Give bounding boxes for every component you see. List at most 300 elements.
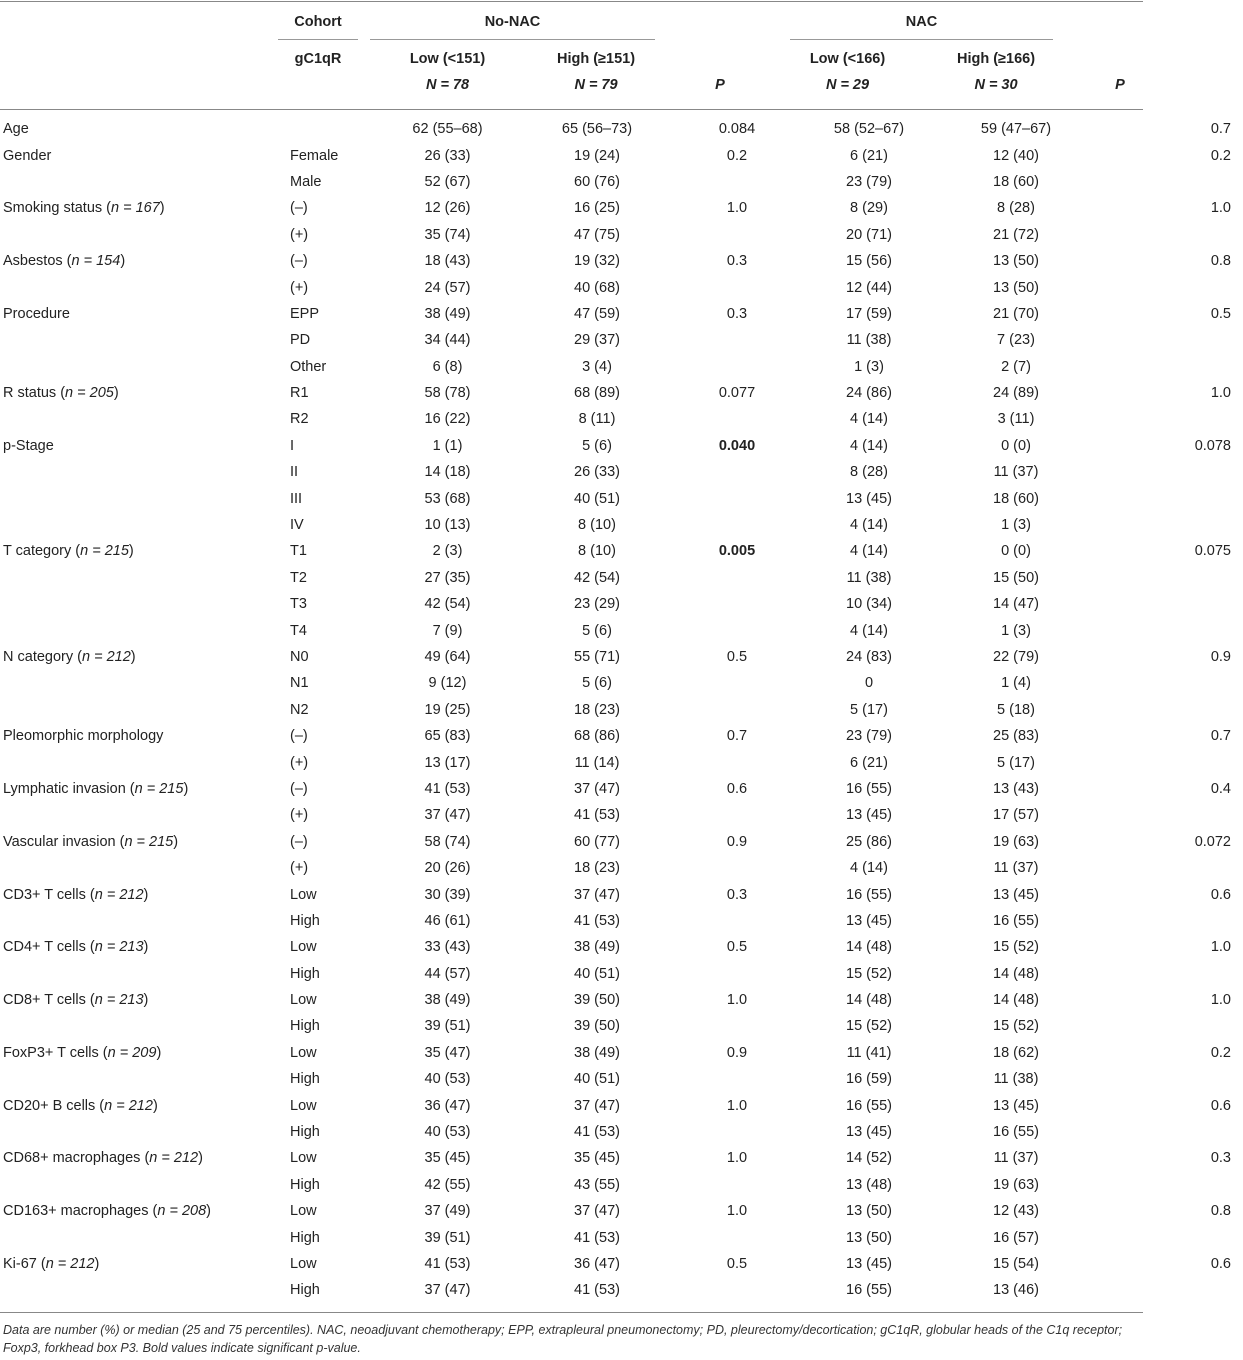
variable-label: Gender [3, 147, 52, 164]
nac-p-cell [1091, 670, 1243, 696]
no-nac-high-cell: 8 (10) [578, 543, 616, 560]
no-nac-high-cell: 40 (68) [574, 279, 620, 296]
no-nac-low-cell: 41 (53) [424, 1255, 471, 1272]
nac-p-cell [1091, 459, 1243, 485]
no-nac-low-cell: 10 (13) [424, 517, 471, 534]
variable-cell [0, 749, 278, 775]
nac-high-cell: 2 (7) [1001, 358, 1031, 375]
category-cell: (–) [290, 253, 308, 270]
table-row [0, 1198, 1243, 1224]
variable-label: Asbestos [3, 253, 63, 270]
no-nac-p-cell [677, 459, 797, 485]
nac-low-header: Low (<166) [809, 51, 886, 67]
variable-cell: CD20+ B cells (n = 212) [3, 1097, 158, 1114]
no-nac-high-cell: 40 (51) [574, 1071, 620, 1088]
table-row [0, 380, 1243, 406]
nac-high-cell: 1 (4) [1001, 675, 1031, 692]
nac-low-cell: 16 (59) [846, 1071, 892, 1088]
category-cell: N1 [290, 675, 309, 692]
no-nac-p-cell [677, 749, 797, 775]
group-header-no-nac: No-NAC [484, 14, 541, 30]
nac-high-cell: 25 (83) [993, 728, 1039, 745]
nac-low-cell: 6 (21) [850, 147, 888, 164]
no-nac-low-cell: 58 (78) [424, 385, 471, 402]
category-cell: (–) [290, 780, 308, 797]
nac-p-cell [1091, 591, 1243, 617]
no-nac-high-cell: 5 (6) [582, 675, 612, 692]
nac-high-cell: 14 (48) [993, 965, 1039, 982]
nac-p-cell: 0.6 [1210, 1097, 1231, 1114]
no-nac-high-cell: 18 (23) [574, 701, 620, 718]
category-cell: (+) [290, 860, 309, 877]
nac-low-cell: 4 (14) [850, 411, 888, 428]
no-nac-high-cell: 65 (56–73) [561, 121, 633, 138]
no-nac-low-cell: 62 (55–68) [412, 121, 483, 138]
nac-high-cell: 1 (3) [1001, 517, 1031, 534]
p-header-no-nac: P [715, 77, 725, 93]
variable-label: Age [3, 121, 29, 138]
no-nac-p-cell [677, 670, 797, 696]
variable-n: n = 212 [94, 886, 144, 903]
nac-high-cell: 11 (37) [993, 860, 1039, 877]
variable-cell [0, 222, 278, 248]
no-nac-high-cell: 36 (47) [574, 1255, 620, 1272]
nac-low-cell: 8 (29) [850, 200, 888, 217]
no-nac-p-cell [677, 1013, 797, 1039]
variable-cell [0, 1224, 278, 1250]
nac-p-cell: 1.0 [1210, 939, 1231, 956]
table-row [0, 802, 1243, 828]
no-nac-high-cell: 60 (77) [574, 833, 620, 850]
nac-low-cell: 24 (83) [846, 649, 892, 665]
no-nac-low-cell: 35 (47) [424, 1044, 471, 1061]
nac-low-cell: 16 (55) [846, 780, 892, 797]
nac-high-cell: 22 (79) [993, 649, 1039, 665]
no-nac-low-cell: 14 (18) [424, 464, 471, 481]
variable-cell [0, 116, 278, 142]
nac-high-cell: 16 (57) [993, 1229, 1039, 1246]
no-nac-low-cell: 36 (47) [424, 1097, 471, 1114]
nac-high-cell: 18 (60) [993, 173, 1039, 190]
variable-n: n = 215 [124, 833, 174, 850]
no-nac-high-cell: 38 (49) [574, 1044, 620, 1061]
category-cell: Low [290, 1044, 317, 1061]
variable-cell: FoxP3+ T cells (n = 209) [3, 1044, 162, 1061]
table-row [0, 697, 1243, 723]
variable-cell [0, 908, 278, 934]
nac-low-cell: 10 (34) [846, 596, 892, 613]
table-row [0, 1145, 1243, 1171]
no-nac-high-cell: 42 (54) [574, 569, 620, 586]
category-cell: EPP [290, 305, 320, 322]
nac-p-cell: 0.8 [1210, 253, 1231, 270]
no-nac-p-cell [677, 908, 797, 934]
no-nac-high-cell: 60 (76) [574, 173, 620, 190]
nac-high-header: High (≥166) [956, 51, 1036, 67]
nac-low-cell: 14 (48) [846, 939, 892, 956]
nac-low-cell: 4 (14) [850, 517, 888, 534]
nac-low-cell: 23 (79) [846, 728, 892, 745]
no-nac-high-cell: 41 (53) [574, 1124, 620, 1141]
variable-cell: N category (n = 212) [3, 649, 136, 665]
variable-n: n = 209 [107, 1044, 157, 1061]
no-nac-low-cell: 33 (43) [424, 939, 471, 956]
nac-p-cell [1091, 169, 1243, 195]
variable-cell: T category (n = 215) [3, 543, 134, 560]
no-nac-low-cell: 38 (49) [424, 305, 471, 322]
nac-p-cell: 0.072 [1194, 833, 1231, 850]
table-row [0, 1277, 1243, 1303]
nac-high-cell: 13 (45) [993, 886, 1039, 903]
no-nac-high-cell: 23 (29) [574, 596, 620, 613]
nac-p-cell: 0.6 [1210, 886, 1231, 903]
no-nac-high-cell: 37 (47) [574, 886, 620, 903]
variable-cell [0, 591, 278, 617]
nac-high-cell: 17 (57) [993, 807, 1039, 824]
category-cell: Low [290, 992, 317, 1009]
variable-cell [0, 274, 278, 300]
no-nac-low-cell: 37 (47) [424, 807, 471, 824]
table-row [0, 248, 1243, 274]
variable-label: Ki-67 [3, 1255, 37, 1272]
nac-p-cell: 0.075 [1194, 543, 1231, 560]
category-cell [278, 116, 378, 142]
table-row [0, 406, 1243, 432]
variable-n: n = 212 [81, 649, 131, 665]
no-nac-low-cell: 1 (1) [432, 437, 463, 454]
no-nac-low-cell: 44 (57) [424, 965, 471, 982]
no-nac-p-cell [677, 169, 797, 195]
no-nac-low-cell: 26 (33) [424, 147, 471, 164]
no-nac-p-cell: 0.040 [718, 437, 756, 454]
variable-cell [0, 1066, 278, 1092]
variable-label: Vascular invasion [3, 833, 116, 850]
variable-label: R status [3, 385, 57, 402]
nac-high-cell: 0 (0) [1001, 437, 1031, 454]
nac-low-cell: 8 (28) [850, 464, 888, 481]
no-nac-high-cell: 43 (55) [574, 1176, 620, 1193]
nac-p-cell [1091, 802, 1243, 828]
nac-low-cell: 13 (48) [846, 1176, 892, 1193]
table-row [0, 354, 1243, 380]
no-nac-low-cell: 12 (26) [424, 200, 471, 217]
variable-cell [0, 565, 278, 591]
variable-cell [0, 670, 278, 696]
nac-p-cell [1091, 1224, 1243, 1250]
category-cell: Low [290, 939, 317, 956]
nac-low-cell: 13 (50) [846, 1229, 892, 1246]
no-nac-high-cell: 3 (4) [582, 358, 612, 375]
no-nac-low-cell: 58 (74) [424, 833, 471, 850]
variable-label: Lymphatic invasion [3, 780, 126, 797]
variable-cell [0, 406, 278, 432]
no-nac-p-cell [677, 222, 797, 248]
no-nac-p-cell [677, 591, 797, 617]
variable-cell: CD8+ T cells (n = 213) [3, 992, 149, 1009]
no-nac-high-cell: 37 (47) [574, 1203, 620, 1220]
category-cell: II [290, 464, 299, 481]
nac-low-cell: 4 (14) [850, 543, 888, 560]
nac-low-cell: 15 (52) [846, 965, 892, 982]
nac-low-cell: 13 (45) [846, 490, 892, 507]
nac-high-cell: 16 (55) [993, 912, 1039, 929]
nac-p-cell: 0.078 [1194, 437, 1231, 454]
no-nac-p-cell [677, 354, 797, 380]
nac-high-cell: 8 (28) [997, 200, 1035, 217]
variable-cell: R status (n = 205) [3, 385, 119, 402]
nac-p-cell [1091, 1066, 1243, 1092]
variable-cell [0, 961, 278, 987]
nac-low-cell: 13 (45) [846, 912, 892, 929]
variable-cell [0, 327, 278, 353]
nac-high-cell: 15 (50) [993, 569, 1039, 586]
table-row [0, 1066, 1243, 1092]
no-nac-low-cell: 35 (45) [424, 1150, 471, 1167]
nac-p-cell [1091, 749, 1243, 775]
group-header-nac: NAC [905, 14, 938, 30]
variable-cell [0, 512, 278, 538]
nac-low-cell: 0 [864, 675, 874, 692]
nac-p-cell [1091, 1277, 1243, 1303]
category-cell: R1 [290, 385, 309, 402]
nac-low-cell: 12 (44) [846, 279, 892, 296]
nac-p-cell: 0.4 [1210, 780, 1231, 797]
nac-p-cell: 1.0 [1210, 200, 1231, 217]
nac-low-cell: 13 (45) [846, 807, 892, 824]
no-nac-high-header: High (≥151) [556, 51, 636, 67]
no-nac-low-cell: 39 (51) [424, 1229, 471, 1246]
category-cell: (+) [290, 226, 309, 243]
category-cell: High [290, 965, 320, 982]
variable-cell: CD68+ macrophages (n = 212) [3, 1150, 203, 1167]
no-nac-p-cell [677, 855, 797, 881]
variable-cell [0, 301, 278, 327]
table-row [0, 274, 1243, 300]
table-row [0, 538, 1243, 564]
category-cell: (+) [290, 754, 309, 771]
variable-n: n = 212 [104, 1097, 153, 1114]
category-cell: T3 [290, 596, 307, 613]
table-row [0, 1251, 1243, 1277]
no-nac-high-cell: 26 (33) [574, 464, 620, 481]
no-nac-p-cell: 0.3 [726, 253, 748, 270]
bottom-rule [0, 1312, 1143, 1313]
table-row [0, 617, 1243, 643]
nac-p-cell [1091, 617, 1243, 643]
variable-cell: Asbestos (n = 154) [3, 253, 126, 270]
table-row [0, 1119, 1243, 1145]
category-cell: Low [290, 1203, 317, 1220]
variable-label: CD8+ T cells [3, 992, 86, 1009]
variable-cell: CD3+ T cells (n = 212) [3, 886, 149, 903]
nac-high-cell: 12 (43) [993, 1203, 1039, 1220]
table-row [0, 433, 1243, 459]
variable-n: n = 205 [65, 385, 114, 402]
variable-n: n = 215 [134, 780, 184, 797]
no-nac-p-cell: 0.9 [726, 1044, 748, 1061]
no-nac-low-cell: 9 (12) [428, 675, 467, 692]
category-cell: High [290, 1071, 320, 1088]
table-footnote: Data are number (%) or median (25 and 75 percentiles). NAC, neoadjuvant chemotherapy; EPP, extrapleural pneumonectomy; PD, pleurectomy/decortication; gC1qR, globular heads of the C1q receptor; Foxp3, forkhead box P3. Bold values indicate significant p-value. [3, 1323, 1123, 1355]
category-cell: Male [290, 173, 322, 190]
variable-cell: Lymphatic invasion (n = 215) [3, 780, 189, 797]
nac-high-cell: 24 (89) [993, 385, 1039, 402]
no-nac-high-cell: 5 (6) [582, 622, 612, 639]
variable-label: CD20+ B cells [3, 1097, 96, 1114]
no-nac-low-cell: 40 (53) [424, 1124, 471, 1141]
nac-p-cell [1091, 327, 1243, 353]
no-nac-low-cell: 46 (61) [424, 912, 471, 929]
nac-high-cell: 18 (62) [993, 1044, 1039, 1061]
no-nac-p-cell: 0.5 [726, 649, 748, 665]
variable-label: FoxP3+ T cells [3, 1044, 99, 1061]
category-cell: High [290, 912, 320, 929]
table-row [0, 485, 1243, 511]
no-nac-p-cell: 0.3 [726, 886, 748, 903]
category-cell: N0 [290, 649, 309, 665]
no-nac-high-cell: 40 (51) [574, 490, 620, 507]
category-cell: IV [290, 517, 304, 534]
nac-low-cell: 4 (14) [850, 437, 888, 454]
nac-p-cell [1091, 354, 1243, 380]
no-nac-low-cell: 16 (22) [424, 411, 471, 428]
variable-n: n = 215 [80, 543, 129, 560]
variable-n: n = 212 [45, 1255, 95, 1272]
no-nac-high-cell: 39 (50) [574, 1018, 620, 1035]
variable-label: CD68+ macrophages [3, 1150, 141, 1167]
table-row [0, 1092, 1243, 1118]
table-row [0, 723, 1243, 749]
nac-p-cell [1091, 1013, 1243, 1039]
nac-low-cell: 6 (21) [850, 754, 888, 771]
no-nac-low-cell: 52 (67) [424, 173, 471, 190]
nac-p-cell [1091, 1119, 1243, 1145]
no-nac-high-cell: 39 (50) [574, 992, 620, 1009]
no-nac-high-cell: 41 (53) [574, 807, 620, 824]
nac-p-cell [1091, 1172, 1243, 1198]
table-row [0, 1013, 1243, 1039]
nac-high-cell: 3 (11) [997, 411, 1035, 428]
no-nac-high-cell: 68 (89) [574, 385, 620, 402]
nac-low-cell: 25 (86) [846, 833, 892, 850]
no-nac-p-cell: 0.084 [718, 121, 756, 138]
variable-label: N category [3, 649, 74, 665]
table-row [0, 222, 1243, 248]
category-cell: Other [290, 358, 327, 375]
nac-low-cell: 13 (50) [846, 1203, 892, 1220]
variable-n: n = 212 [149, 1150, 199, 1167]
no-nac-p-cell: 1.0 [726, 1150, 748, 1167]
variable-cell [0, 1013, 278, 1039]
nac-low-cell: 20 (71) [846, 226, 892, 243]
no-nac-p-cell: 1.0 [726, 1097, 748, 1114]
table-row [0, 934, 1243, 960]
nac-low-cell: 15 (52) [846, 1018, 892, 1035]
table-row [0, 512, 1243, 538]
no-nac-low-cell: 6 (8) [432, 358, 463, 375]
nac-p-cell [1091, 908, 1243, 934]
no-nac-low-cell: 39 (51) [424, 1018, 471, 1035]
variable-label: CD3+ T cells [3, 886, 86, 903]
variable-n: n = 213 [94, 939, 144, 956]
nac-high-cell: 19 (63) [993, 1176, 1039, 1193]
no-nac-p-cell [677, 485, 797, 511]
no-nac-low-cell: 42 (55) [424, 1176, 471, 1193]
no-nac-low-cell: 2 (3) [432, 543, 463, 560]
nac-p-cell: 0.7 [1210, 121, 1231, 138]
no-nac-high-cell: 68 (86) [574, 728, 620, 745]
category-cell: High [290, 1282, 320, 1299]
no-nac-low-cell: 19 (25) [424, 701, 471, 718]
nac-underline [790, 39, 1053, 40]
no-nac-p-cell [677, 697, 797, 723]
no-nac-high-cell: 47 (75) [574, 226, 620, 243]
table-row [0, 142, 1243, 168]
nac-high-cell: 14 (48) [993, 992, 1039, 1009]
variable-cell [0, 1119, 278, 1145]
table-row [0, 961, 1243, 987]
no-nac-p-cell [677, 565, 797, 591]
no-nac-high-cell: 40 (51) [574, 965, 620, 982]
nac-p-cell [1091, 485, 1243, 511]
nac-low-cell: 15 (56) [846, 253, 892, 270]
no-nac-low-cell: 53 (68) [424, 490, 471, 507]
no-nac-low-cell: 49 (64) [424, 649, 471, 665]
variable-label: CD4+ T cells [3, 939, 86, 956]
table-row [0, 829, 1243, 855]
nac-high-cell: 16 (55) [993, 1124, 1039, 1141]
variable-cell [0, 459, 278, 485]
nac-p-cell: 1.0 [1210, 992, 1231, 1009]
no-nac-high-cell: 19 (24) [574, 147, 620, 164]
nac-low-cell: 14 (48) [846, 992, 892, 1009]
no-nac-high-cell: 35 (45) [574, 1150, 620, 1167]
variable-cell [0, 697, 278, 723]
category-cell: (+) [290, 807, 309, 824]
no-nac-p-cell [677, 802, 797, 828]
no-nac-p-cell: 1.0 [726, 1203, 748, 1220]
cohort-header: Cohort [294, 14, 342, 30]
nac-high-cell: 59 (47–67) [980, 121, 1052, 138]
no-nac-p-cell [677, 274, 797, 300]
category-cell: High [290, 1229, 320, 1246]
category-cell: Low [290, 886, 317, 903]
nac-p-cell: 0.6 [1210, 1255, 1231, 1272]
nac-low-cell: 16 (55) [846, 1282, 892, 1299]
category-cell: (–) [290, 200, 308, 217]
nac-high-cell: 18 (60) [993, 490, 1039, 507]
variable-cell [0, 433, 278, 459]
no-nac-low-cell: 24 (57) [424, 279, 471, 296]
variable-cell [0, 169, 278, 195]
nac-p-cell [1091, 961, 1243, 987]
no-nac-p-cell: 0.5 [726, 939, 748, 956]
nac-high-cell: 14 (47) [993, 596, 1039, 613]
table-row [0, 195, 1243, 221]
nac-high-cell: 7 (23) [997, 332, 1035, 349]
no-nac-p-cell [677, 1277, 797, 1303]
nac-p-cell [1091, 406, 1243, 432]
no-nac-low-cell: 20 (26) [424, 860, 471, 877]
category-cell: Low [290, 1255, 317, 1272]
no-nac-p-cell: 0.2 [726, 147, 748, 164]
no-nac-p-cell [677, 1172, 797, 1198]
nac-p-cell [1091, 697, 1243, 723]
nac-low-cell: 5 (17) [850, 701, 888, 718]
no-nac-high-n: N = 79 [574, 77, 618, 93]
variable-cell: Ki-67 (n = 212) [3, 1255, 100, 1272]
variable-cell [0, 142, 278, 168]
